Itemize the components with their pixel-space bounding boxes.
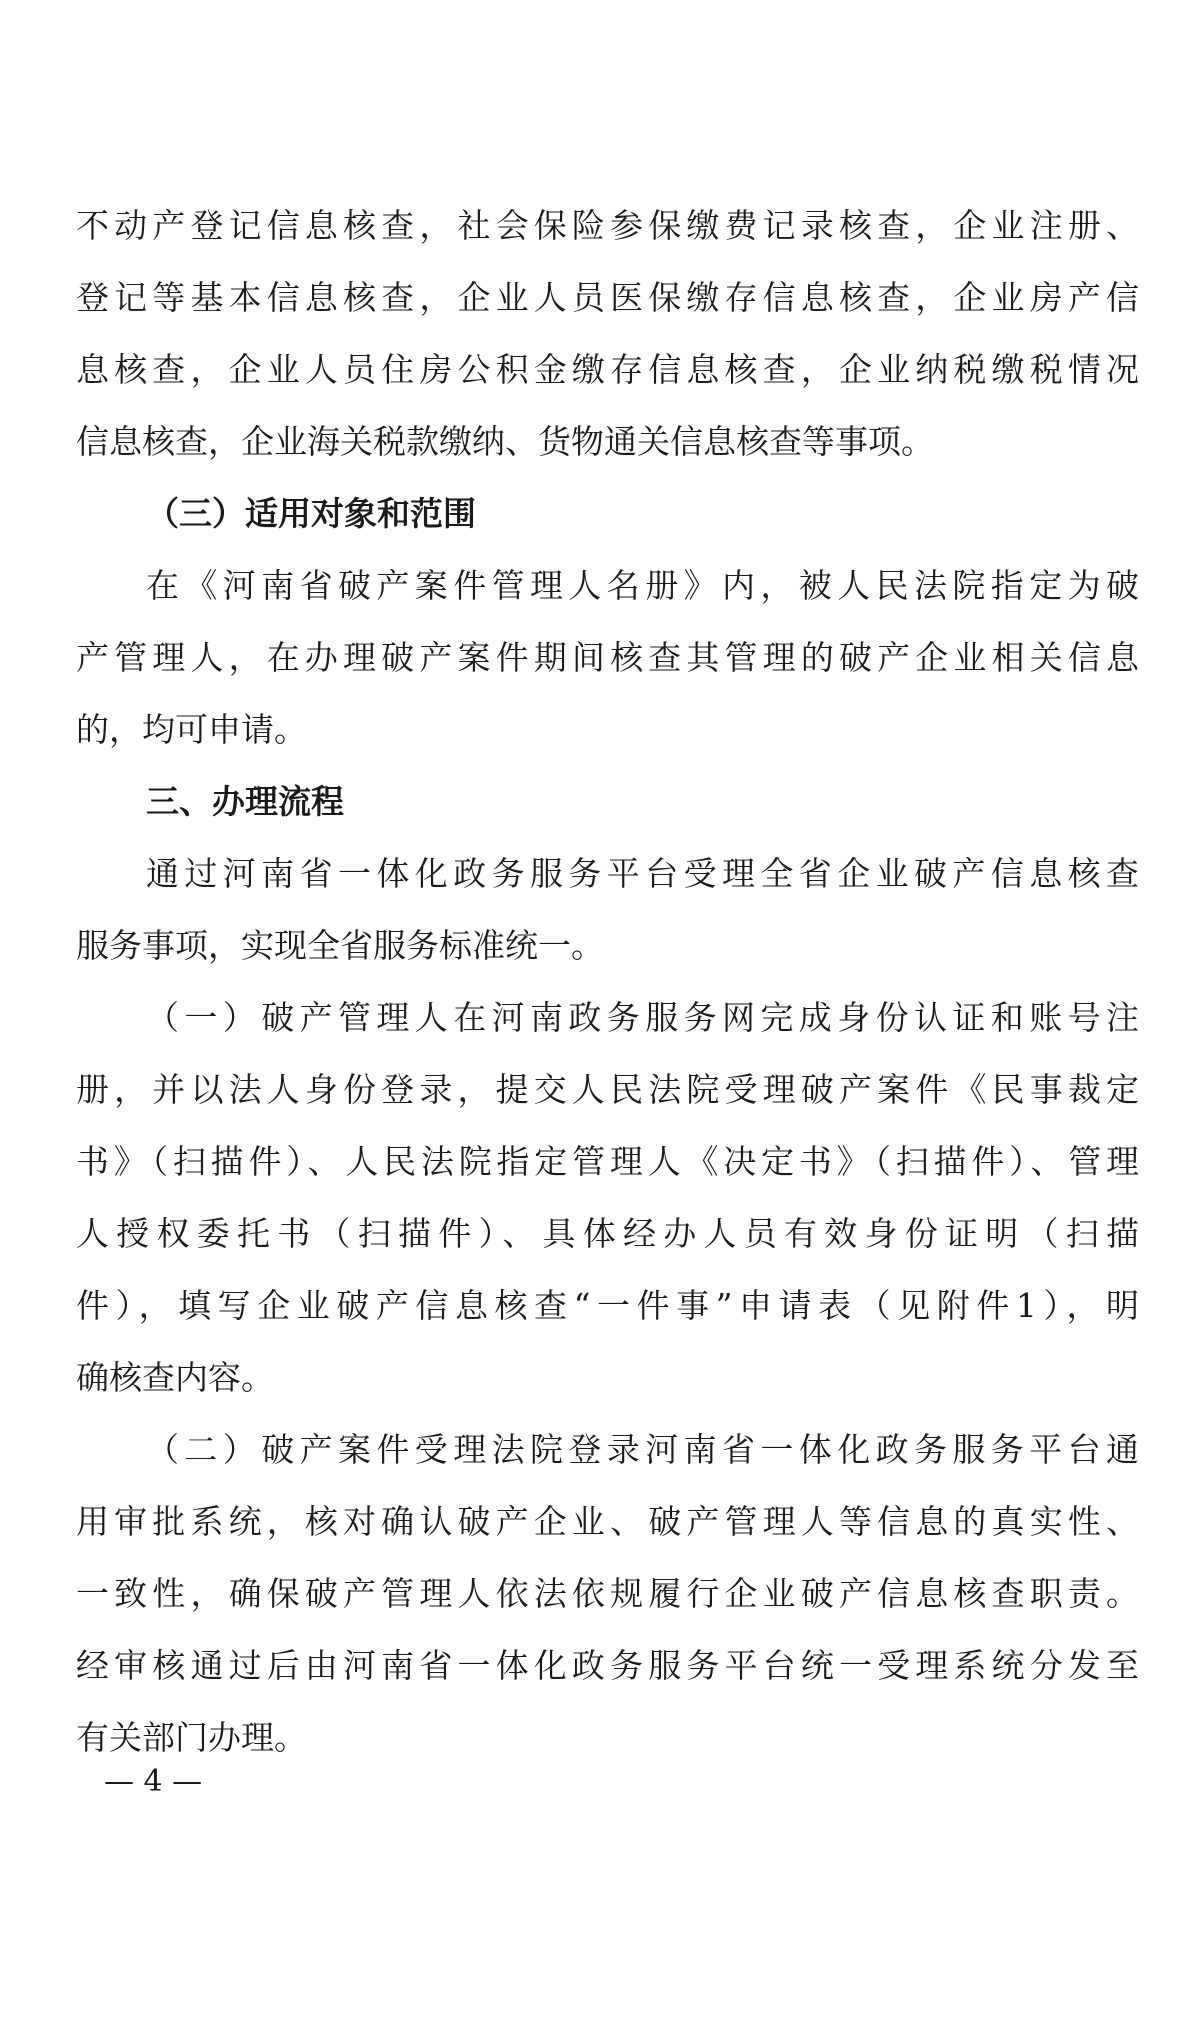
text-line: 件），填写企业破产信息核查“一件事”申请表（见附件1），明 [76,1286,1139,1325]
text-line: 服务事项，实现全省服务标准统一。 [76,926,604,965]
page-number: — 4 — [104,1764,203,1799]
paragraph-step-one [76,982,1139,1414]
paragraph-scope [76,550,1139,766]
paragraph-verification-items [76,190,1139,478]
text-line: （二）破产案件受理法院登录河南省一体化政务服务平台通 [146,1430,1139,1469]
text-line: 不动产登记信息核查，社会保险参保缴费记录核查，企业注册、 [76,206,1139,245]
text-line: 通过河南省一体化政务服务平台受理全省企业破产信息核查 [146,854,1139,893]
text-line: 人授权委托书（扫描件）、具体经办人员有效身份证明（扫描 [76,1214,1139,1253]
text-line: 确核查内容。 [76,1358,274,1397]
subheading-scope: （三）适用对象和范围 [146,494,476,533]
text-line: 信息核查，企业海关税款缴纳、货物通关信息核查等事项。 [76,422,934,461]
text-line: 产管理人，在办理破产案件期间核查其管理的破产企业相关信息 [76,638,1139,677]
text-line: 经审核通过后由河南省一体化政务服务平台统一受理系统分发至 [76,1646,1139,1685]
text-line: 息核查，企业人员住房公积金缴存信息核查，企业纳税缴税情况 [76,350,1139,389]
heading-process: 三、办理流程 [146,782,344,821]
text-line: 在《河南省破产案件管理人名册》内，被人民法院指定为破 [146,566,1139,605]
text-line: 书》（扫描件）、人民法院指定管理人《决定书》（扫描件）、管理 [76,1142,1139,1181]
text-line: 册，并以法人身份登录，提交人民法院受理破产案件《民事裁定 [76,1070,1139,1109]
text-line: 用审批系统，核对确认破产企业、破产管理人等信息的真实性、 [76,1502,1139,1541]
document-body [76,190,1139,1774]
text-line: （一）破产管理人在河南政务服务网完成身份认证和账号注 [146,998,1139,1037]
text-line: 一致性，确保破产管理人依法依规履行企业破产信息核查职责。 [76,1574,1139,1613]
paragraph-step-two [76,1414,1139,1774]
paragraph-process-intro [76,838,1139,982]
text-line: 的，均可申请。 [76,710,307,749]
text-line: 登记等基本信息核查，企业人员医保缴存信息核查，企业房产信 [76,278,1139,317]
text-line: 有关部门办理。 [76,1718,307,1757]
